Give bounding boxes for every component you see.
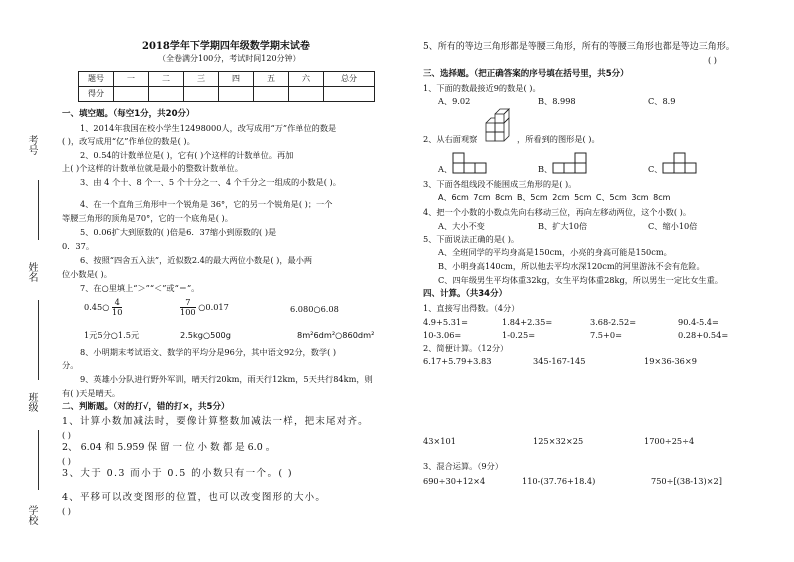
score-cell[interactable] <box>219 87 254 102</box>
choice-2-option-b: B、 <box>538 164 553 174</box>
page-subtitle: （全卷满分100分，考试时间120分钟） <box>158 54 301 63</box>
score-table <box>78 71 375 102</box>
calc-3-item: 750÷[(38-13)×2] <box>651 476 722 486</box>
choice-3: 3、下面各组线段不能围成三角形的是( )。 <box>423 179 577 189</box>
question-4-line1: 4、在一个直角三角形中一个锐角是 36°，它的另一个锐角是( )；一个 <box>80 199 333 209</box>
calc-1-item: 4.9+5.31= <box>423 317 468 327</box>
calc-2-item: 43×101 <box>423 436 456 446</box>
question-9-line1: 9、英雄小分队进行野外军训，晴天行20km，雨天行12km，5天共行84km，则 <box>80 374 373 384</box>
judge-1: 1、计算小数加减法时，要像计算整数加减法一样，把末尾对齐。 <box>62 416 369 427</box>
score-cell[interactable] <box>184 87 219 102</box>
compare-item-4: 1元5分○1.5元 <box>84 330 140 340</box>
fraction-denominator: 100 <box>180 307 196 318</box>
view-option-c-figure <box>662 152 702 174</box>
fraction <box>180 298 196 317</box>
score-cell[interactable] <box>114 87 149 102</box>
compare-1-left: 0.45○ <box>84 302 110 312</box>
calc-3-item: 110-(37.76+18.4) <box>522 476 596 486</box>
calc-1-item: 1-0.25= <box>502 330 536 340</box>
choice-2-lead: 2、从右面观察 <box>423 134 478 144</box>
score-header-cell: 二 <box>149 72 184 87</box>
question-3: 3、由 4 个十、8 个一、5 个十分之一、4 个千分之一组成的小数是( )。 <box>80 177 341 187</box>
judge-5-bracket: ( ) <box>708 55 717 65</box>
calc-1-item: 7.5+0= <box>590 330 622 340</box>
choice-1-option-a: A、9.02 <box>438 96 471 106</box>
choice-2-tail: ，所看到的图形是( )。 <box>517 134 600 144</box>
calc-3-title: 3、混合运算。（9分） <box>423 461 504 471</box>
compare-item-1 <box>84 298 122 317</box>
score-header-cell: 四 <box>219 72 254 87</box>
compare-item-6: 8m²6dm²○860dm² <box>297 330 375 340</box>
section-calc-title: 四、计算。（共34分） <box>423 289 508 299</box>
sidebar-line <box>38 300 39 380</box>
question-1-line2: ( )，改写成用“亿”作单位的数是( )。 <box>62 136 195 146</box>
calc-2-item: 1700÷25÷4 <box>644 436 695 446</box>
question-7: 7、在○里填上“＞”“＜”或“＝”。 <box>80 283 200 293</box>
compare-item-3: 6.080○6.08 <box>290 304 339 314</box>
sidebar-label-exam-number: 考号 <box>26 135 37 155</box>
score-cell[interactable] <box>149 87 184 102</box>
calc-1-item: 1.84+2.35= <box>502 317 553 327</box>
sidebar-line <box>38 430 39 490</box>
score-cell[interactable] <box>254 87 289 102</box>
choice-5-option-c: C、四年级男生平均体重32kg，女生平均体重28kg，所以男生一定比女生重。 <box>438 275 723 285</box>
choice-1-option-c: C、8.9 <box>648 96 676 106</box>
compare-2-right: ○0.017 <box>198 302 229 312</box>
judge-3: 3、大于 0.3 而小于 0.5 的小数只有一个。( ) <box>62 468 293 479</box>
page-title: 2018学年下学期四年级数学期末试卷 <box>142 41 310 52</box>
score-header-cell: 题号 <box>79 72 114 87</box>
fraction <box>112 298 122 317</box>
fraction-denominator: 10 <box>111 307 123 318</box>
calc-1-item: 10-3.06= <box>423 330 462 340</box>
sidebar-line <box>38 180 39 240</box>
calc-2-title: 2、简便计算。（12分） <box>423 343 509 353</box>
question-6-line1: 6、按照“四舍五入法”，近似数2.4的最大两位小数是( )，最小两 <box>80 255 313 265</box>
score-header-cell: 六 <box>289 72 324 87</box>
choice-4-option-b: B、扩大10倍 <box>538 221 588 231</box>
sidebar-label-name: 姓名 <box>26 262 37 282</box>
question-8-line2: 分。 <box>62 360 79 370</box>
calc-2-item: 19×36-36×9 <box>644 356 697 366</box>
section-fill-in-title: 一、填空题。（每空1分，共20分） <box>62 109 195 119</box>
choice-2-option-c: C、 <box>648 164 663 174</box>
calc-1-item: 3.68-2.52= <box>590 317 637 327</box>
question-1-line1: 1、2014年我国在校小学生12498000人，改写成用“万”作单位的数是 <box>80 123 337 133</box>
judge-4: 4、平移可以改变图形的位置，也可以改变图形的大小。 <box>62 492 327 503</box>
score-header-cell: 总分 <box>324 72 375 87</box>
section-judge-title: 二、判断题。（对的打√，错的打×，共5分） <box>62 402 230 412</box>
cube-stack-figure <box>484 103 518 143</box>
score-row-label: 得分 <box>79 87 114 102</box>
choice-4-option-a: A、大小不变 <box>438 221 485 231</box>
choice-5-option-b: B、小明身高140cm，所以他去平均水深120cm的河里游泳不会有危险。 <box>438 261 705 271</box>
calc-1-item: 90.4-5.4= <box>678 317 719 327</box>
question-2-line2: 上( )个这样的计数单位就是最小的整数计数单位。 <box>62 163 243 173</box>
choice-1-option-b: B、8.998 <box>538 96 576 106</box>
question-2-line1: 2、0.54的计数单位是( )，它有( )个这样的计数单位。再加 <box>80 150 294 160</box>
score-header-cell: 三 <box>184 72 219 87</box>
choice-5-option-a: A、全班同学的平均身高是150cm，小亮的身高可能是150cm。 <box>438 247 672 257</box>
calc-2-item: 345-167-145 <box>533 356 586 366</box>
view-option-b-figure <box>552 152 592 174</box>
score-cell[interactable] <box>289 87 324 102</box>
question-5-line2: 0．37。 <box>62 241 95 251</box>
fraction-numerator: 7 <box>180 298 196 308</box>
sidebar-label-school: 学校 <box>26 505 37 525</box>
choice-4: 4、把一个小数的小数点先向右移动三位，再向左移动两位，这个小数( )。 <box>423 207 692 217</box>
question-8-line1: 8、小明期末考试语文、数学的平均分是96分，其中语文92分，数学( ) <box>80 347 337 357</box>
judge-4-bracket: ( ) <box>62 506 71 516</box>
choice-4-option-c: C、缩小10倍 <box>648 221 698 231</box>
question-6-line2: 位小数是( )。 <box>62 269 112 279</box>
question-9-line2: 有( )天是晴天。 <box>62 388 121 398</box>
choice-5: 5、下面说法正确的是( )。 <box>423 234 520 244</box>
judge-2-bracket: ( ) <box>62 456 71 466</box>
choice-1: 1、下面的数最接近9的数是( )。 <box>423 83 541 93</box>
calc-3-item: 690÷30+12×4 <box>423 476 486 486</box>
section-choice-title: 三、选择题。（把正确答案的序号填在括号里，共5分） <box>423 69 629 79</box>
score-cell[interactable] <box>324 87 375 102</box>
score-header-cell: 一 <box>114 72 149 87</box>
compare-item-2 <box>180 298 229 317</box>
choice-3-options: A、6cm 7cm 8cm B、5cm 2cm 5cm C、5cm 3cm 8cm <box>438 193 671 202</box>
judge-2: 2、 6.04 和 5.959 保 留 一 位 小 数 都 是 6.0 。 <box>62 442 276 453</box>
fraction-numerator: 4 <box>112 298 122 308</box>
calc-1-title: 1、直接写出得数。（4分） <box>423 303 520 313</box>
question-5-line1: 5、0.06扩大到原数的( )倍是6．37缩小到原数的( )是 <box>80 227 277 237</box>
judge-1-bracket: ( ) <box>62 430 71 440</box>
calc-2-item: 125×32×25 <box>533 436 584 446</box>
calc-2-item: 6.17+5.79+3.83 <box>423 356 492 366</box>
choice-2-option-a: A、 <box>438 164 453 174</box>
sidebar-label-class: 班级 <box>26 392 37 412</box>
calc-1-item: 0.28+0.54= <box>678 330 729 340</box>
score-header-cell: 五 <box>254 72 289 87</box>
judge-5: 5、所有的等边三角形都是等腰三角形，所有的等腰三角形也都是等边三角形。 <box>423 42 735 52</box>
compare-item-5: 2.5kg○500g <box>180 330 231 340</box>
view-option-a-figure <box>452 152 492 174</box>
question-4-line2: 等腰三角形的顶角是70°，它的一个底角是( )。 <box>62 213 233 223</box>
